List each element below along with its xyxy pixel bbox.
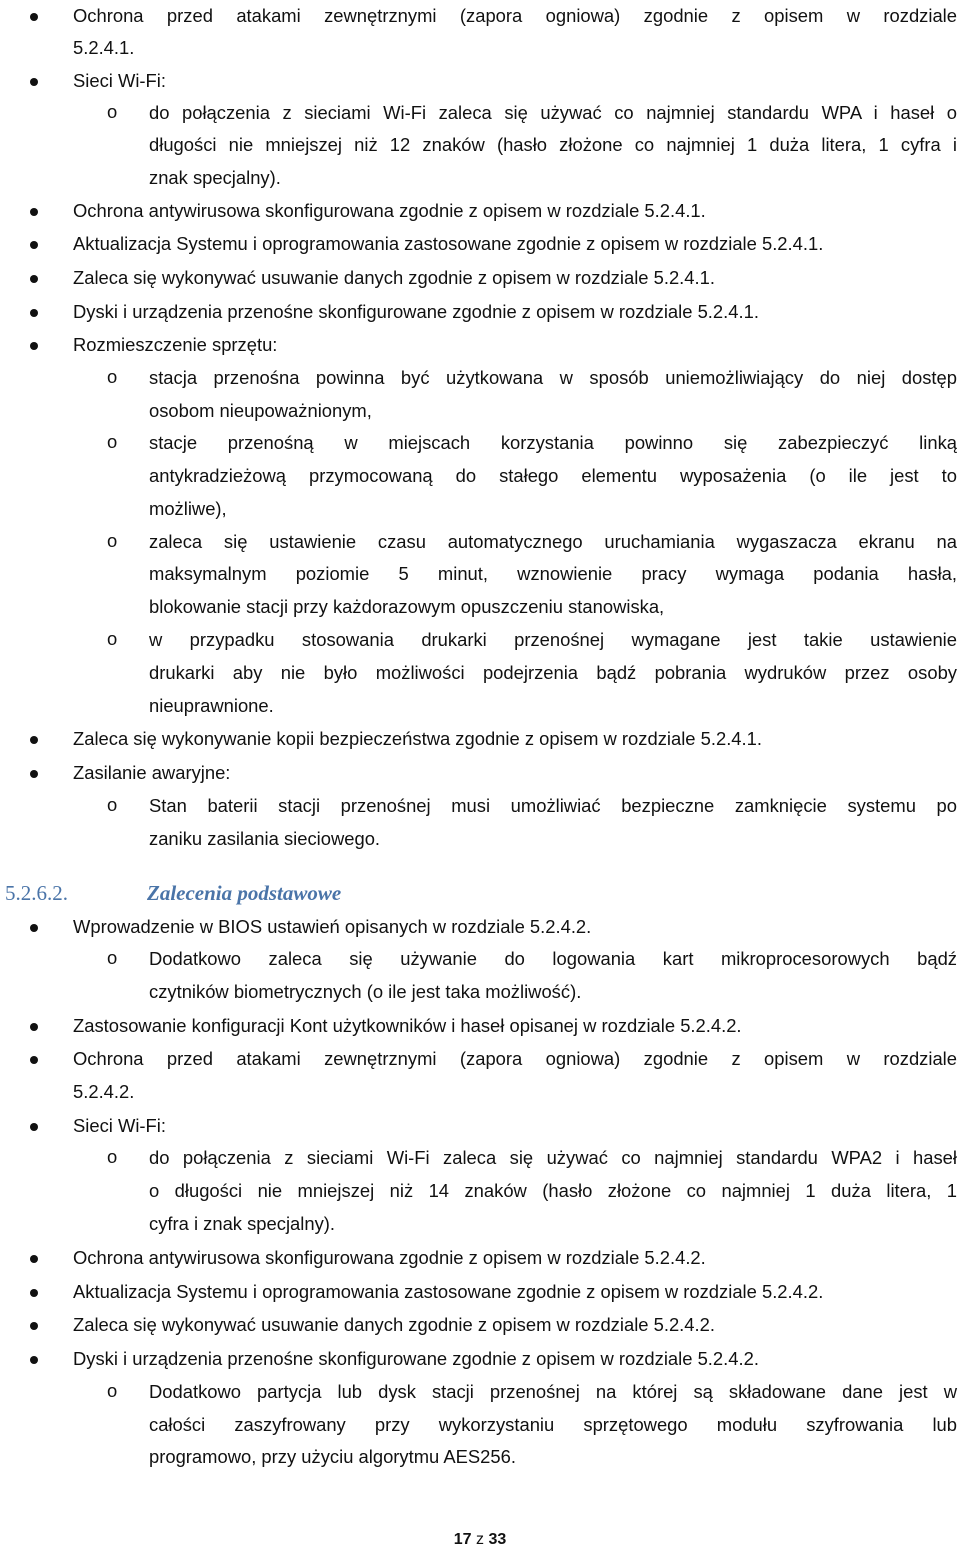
item-text: Wprowadzenie w BIOS ustawień opisanych w rozdziale 5.2.4.2.: [73, 916, 592, 937]
sub-bullet-marker: o: [107, 1146, 118, 1167]
item-text: całości zaszyfrowany przy wykorzystaniu sprzętowego modułu szyfrowania lub: [149, 1414, 957, 1435]
list-item: [0, 1043, 960, 1075]
item-text: możliwe),: [149, 498, 227, 519]
item-text: długości nie mniejszej niż 12 znaków (hasło złożone co najmniej 1 duża litera, 1 cyfra i: [149, 134, 957, 155]
sub-list-item: [0, 362, 960, 394]
bullet-icon: [30, 1255, 38, 1263]
list-item: [0, 1343, 960, 1375]
item-text: antykradzieżową przymocowaną do stałego elementu wyposażenia (o ile jest to: [149, 465, 957, 486]
sub-bullet-marker: o: [107, 947, 118, 968]
list-item: [0, 1242, 960, 1274]
item-text: Ochrona antywirusowa skonfigurowana zgodnie z opisem w rozdziale 5.2.4.2.: [73, 1247, 706, 1268]
item-text: Zasilanie awaryjne:: [73, 762, 231, 783]
sub-list-item-continuation: [0, 460, 960, 492]
bullet-icon: [30, 1023, 38, 1031]
bullet-icon: [30, 309, 38, 317]
item-text: do połączenia z sieciami Wi-Fi zaleca się używać co najmniej standardu WPA2 i haseł: [149, 1147, 957, 1168]
bullet-icon: [30, 1356, 38, 1364]
list-item: [0, 1110, 960, 1142]
sub-list-item-continuation: [0, 1175, 960, 1207]
sub-list-item-continuation: [0, 690, 960, 722]
item-text: programowo, przy użyciu algorytmu AES256.: [149, 1446, 516, 1467]
sub-list-item-continuation: [0, 1409, 960, 1441]
item-text: zaniku zasilania sieciowego.: [149, 828, 381, 849]
sub-list-item-continuation: [0, 1208, 960, 1240]
bullet-icon: [30, 736, 38, 744]
list-item: [0, 65, 960, 97]
sub-bullet-marker: o: [107, 101, 118, 122]
sub-list-item-continuation: [0, 1441, 960, 1473]
item-text: Sieci Wi-Fi:: [73, 70, 166, 91]
item-text: osobom nieupoważnionym,: [149, 400, 372, 421]
item-text: maksymalnym poziomie 5 minut, wznowienie pracy wymaga podania hasła,: [149, 563, 957, 584]
item-text: Dodatkowo zaleca się używanie do logowania kart mikroprocesorowych bądź: [149, 948, 957, 969]
sub-list-item: [0, 526, 960, 558]
bullet-icon: [30, 924, 38, 932]
item-text: Aktualizacja Systemu i oprogramowania zastosowane zgodnie z opisem w rozdziale 5.2.4.2.: [73, 1281, 824, 1302]
item-text: stacja przenośna powinna być użytkowana w sposób uniemożliwiający do niej dostęp: [149, 367, 957, 388]
list-item: [0, 911, 960, 943]
current-page: 17: [453, 1531, 472, 1548]
list-item: [0, 195, 960, 227]
item-text: Rozmieszczenie sprzętu:: [73, 334, 278, 355]
item-text: blokowanie stacji przy każdorazowym opuszczeniu stanowiska,: [149, 596, 665, 617]
item-text: nieuprawnione.: [149, 695, 274, 716]
sub-list-item: [0, 943, 960, 975]
item-text: cyfra i znak specjalny).: [149, 1213, 336, 1234]
item-text: Ochrona przed atakami zewnętrznymi (zapora ogniowa) zgodnie z opisem w rozdziale: [73, 5, 957, 26]
sub-list-item-continuation: [0, 976, 960, 1008]
item-text: Ochrona antywirusowa skonfigurowana zgodnie z opisem w rozdziale 5.2.4.1.: [73, 200, 706, 221]
item-text: Aktualizacja Systemu i oprogramowania zastosowane zgodnie z opisem w rozdziale 5.2.4.1.: [73, 233, 824, 254]
sub-list-item: [0, 1376, 960, 1408]
list-item: [0, 228, 960, 260]
item-text: stacje przenośną w miejscach korzystania powinno się zabezpieczyć linką: [149, 432, 957, 453]
bullet-icon: [30, 1322, 38, 1330]
bullet-icon: [30, 770, 38, 778]
sub-list-item: [0, 1142, 960, 1174]
section-title: Zalecenia podstawowe: [147, 881, 342, 905]
sub-bullet-marker: o: [107, 530, 118, 551]
total-pages: 33: [488, 1531, 507, 1548]
list-item: [0, 1276, 960, 1308]
item-text: Dyski i urządzenia przenośne skonfigurowane zgodnie z opisem w rozdziale 5.2.4.2.: [73, 1348, 759, 1369]
item-text: Zaleca się wykonywać usuwanie danych zgodnie z opisem w rozdziale 5.2.4.1.: [73, 267, 715, 288]
list-item: [0, 296, 960, 328]
sub-list-item: [0, 427, 960, 459]
item-text: Zaleca się wykonywanie kopii bezpieczeństwa zgodnie z opisem w rozdziale 5.2.4.1.: [73, 728, 762, 749]
list-item: [0, 262, 960, 294]
section-number: 5.2.6.2.: [5, 881, 68, 905]
page-separator: z: [476, 1531, 484, 1548]
sub-list-item-continuation: [0, 591, 960, 623]
list-item-continuation: [0, 32, 960, 64]
sub-list-item-continuation: [0, 558, 960, 590]
sub-list-item: [0, 97, 960, 129]
sub-bullet-marker: o: [107, 431, 118, 452]
bullet-icon: [30, 78, 38, 86]
list-item: [0, 1309, 960, 1341]
item-text: do połączenia z sieciami Wi-Fi zaleca się używać co najmniej standardu WPA i haseł o: [149, 102, 957, 123]
list-item: [0, 723, 960, 755]
list-item: [0, 329, 960, 361]
sub-list-item-continuation: [0, 129, 960, 161]
item-text: drukarki aby nie było możliwości podejrzenia bądź pobrania wydruków przez osoby: [149, 662, 957, 683]
item-text: 5.2.4.2.: [73, 1081, 135, 1102]
item-text: Sieci Wi-Fi:: [73, 1115, 166, 1136]
list-item-continuation: [0, 1076, 960, 1108]
bullet-icon: [30, 241, 38, 249]
bullet-icon: [30, 1056, 38, 1064]
bullet-icon: [30, 208, 38, 216]
bullet-icon: [30, 1123, 38, 1131]
item-text: Dyski i urządzenia przenośne skonfigurowane zgodnie z opisem w rozdziale 5.2.4.1.: [73, 301, 759, 322]
item-text: znak specjalny).: [149, 167, 281, 188]
sub-bullet-marker: o: [107, 1380, 118, 1401]
list-item: [0, 0, 960, 32]
item-text: Stan baterii stacji przenośnej musi umożliwiać bezpieczne zamknięcie systemu po: [149, 795, 957, 816]
item-text: zaleca się ustawienie czasu automatycznego uruchamiania wygaszacza ekranu na: [149, 531, 957, 552]
sub-list-item-continuation: [0, 162, 960, 194]
sub-list-item-continuation: [0, 395, 960, 427]
item-text: Zaleca się wykonywać usuwanie danych zgodnie z opisem w rozdziale 5.2.4.2.: [73, 1314, 715, 1335]
bullet-icon: [30, 342, 38, 350]
item-text: Ochrona przed atakami zewnętrznymi (zapora ogniowa) zgodnie z opisem w rozdziale: [73, 1048, 957, 1069]
item-text: Zastosowanie konfiguracji Kont użytkowników i haseł opisanej w rozdziale 5.2.4.2.: [73, 1015, 742, 1036]
sub-list-item: [0, 624, 960, 656]
sub-list-item-continuation: [0, 823, 960, 855]
list-item: [0, 757, 960, 789]
sub-list-item-continuation: [0, 493, 960, 525]
item-text: czytników biometrycznych (o ile jest taka możliwość).: [149, 981, 582, 1002]
sub-bullet-marker: o: [107, 628, 118, 649]
sub-bullet-marker: o: [107, 794, 118, 815]
list-item: [0, 1010, 960, 1042]
sub-bullet-marker: o: [107, 366, 118, 387]
item-text: w przypadku stosowania drukarki przenośnej wymagane jest takie ustawienie: [149, 629, 957, 650]
sub-list-item-continuation: [0, 657, 960, 689]
sub-list-item: [0, 790, 960, 822]
bullet-icon: [30, 13, 38, 21]
page-number: [0, 1524, 960, 1556]
item-text: 5.2.4.1.: [73, 37, 135, 58]
bullet-icon: [30, 1289, 38, 1297]
item-text: Dodatkowo partycja lub dysk stacji przenośnej na której są składowane dane jest w: [149, 1381, 957, 1402]
bullet-icon: [30, 275, 38, 283]
item-text: o długości nie mniejszej niż 14 znaków (hasło złożone co najmniej 1 duża litera, 1: [149, 1180, 957, 1201]
